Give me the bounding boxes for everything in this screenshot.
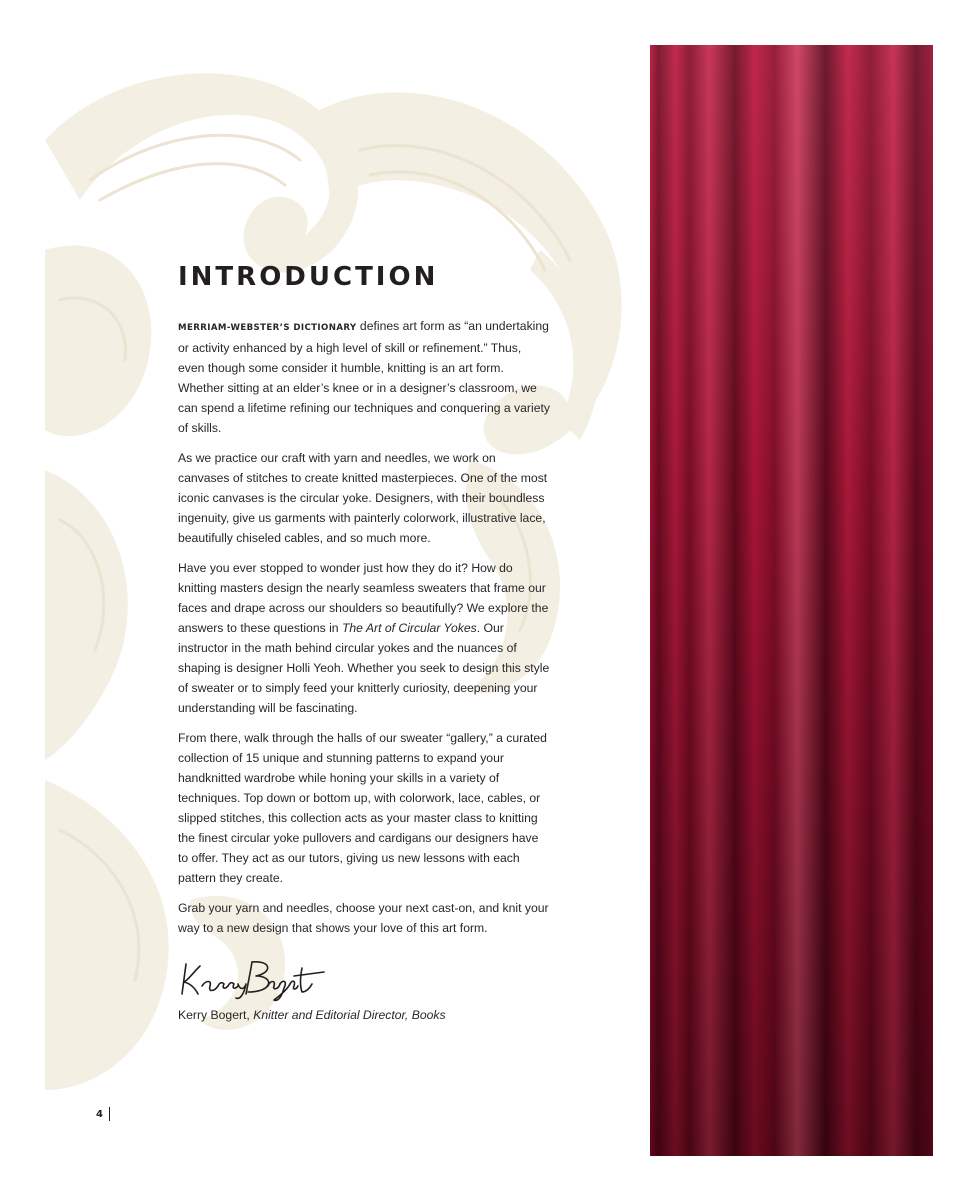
paragraph-3: [178, 558, 550, 718]
author-role: Knitter and Editorial Director, Books: [253, 1008, 446, 1022]
page-number: 4: [96, 1108, 103, 1120]
author-credit: [178, 1006, 550, 1024]
paragraph-3-text-b: . Our instructor in the math behind circular yokes and the nuances of shaping is designer Holli Yeoh. Whether you seek to design this style of sweater or to simply feed your knitterly curiosity, deepening your understanding will be fascinating.: [178, 621, 550, 715]
author-name: Kerry Bogert,: [178, 1008, 254, 1022]
page-folio: [96, 1107, 110, 1121]
paragraph-1: [178, 316, 550, 438]
red-curtain-image: [650, 45, 933, 1156]
paragraph-5: Grab your yarn and needles, choose your next cast-on, and knit your way to a new design that shows your love of this art form.: [178, 901, 549, 935]
paragraph-4: From there, walk through the halls of our sweater “gallery,” a curated collection of 15 unique and stunning patterns to expand your handknitted wardrobe while honing your skills in a variety of techniques. Top down or bottom up, with colorwork, lace, cables, or slipped stitches, this collection acts as your master class to knitting the finest circular yoke pullovers and cardigans our designers have to offer. They act as our tutors, giving us new lessons with each pattern they create.: [178, 731, 547, 885]
paragraph-3-text-a: Have you ever stopped to wonder just how they do it? How do knitting masters design the nearly seamless sweaters that frame our faces and drape across our shoulders so beautifully? We explore the answers to these questions in: [178, 561, 549, 635]
folio-divider: [109, 1107, 110, 1121]
handwritten-signature: [178, 954, 328, 1002]
introduction-body: [178, 262, 550, 1024]
book-title: The Art of Circular Yokes: [341, 621, 477, 635]
lead-in: MERRIAM-WEBSTER’S DICTIONARY: [178, 323, 357, 333]
page-title: INTRODUCTION: [178, 262, 439, 292]
paragraph-2: As we practice our craft with yarn and needles, we work on canvases of stitches to create knitted masterpieces. One of the most iconic canvases is the circular yoke. Designers, with their boundless ingenuity, give us garments with painterly colorwork, illustrative lace, beautifully chiseled cables, and so much more.: [178, 451, 548, 545]
paragraph-1-text: defines art form as “an undertaking or activity enhanced by a high level of skill or refinement.” Thus, even though some consider it humble, knitting is an art form. Whether sitting at an elder’s knee or in a designer’s classroom, we can spend a lifetime refining our techniques and conquering a variety of skills.: [178, 319, 550, 435]
